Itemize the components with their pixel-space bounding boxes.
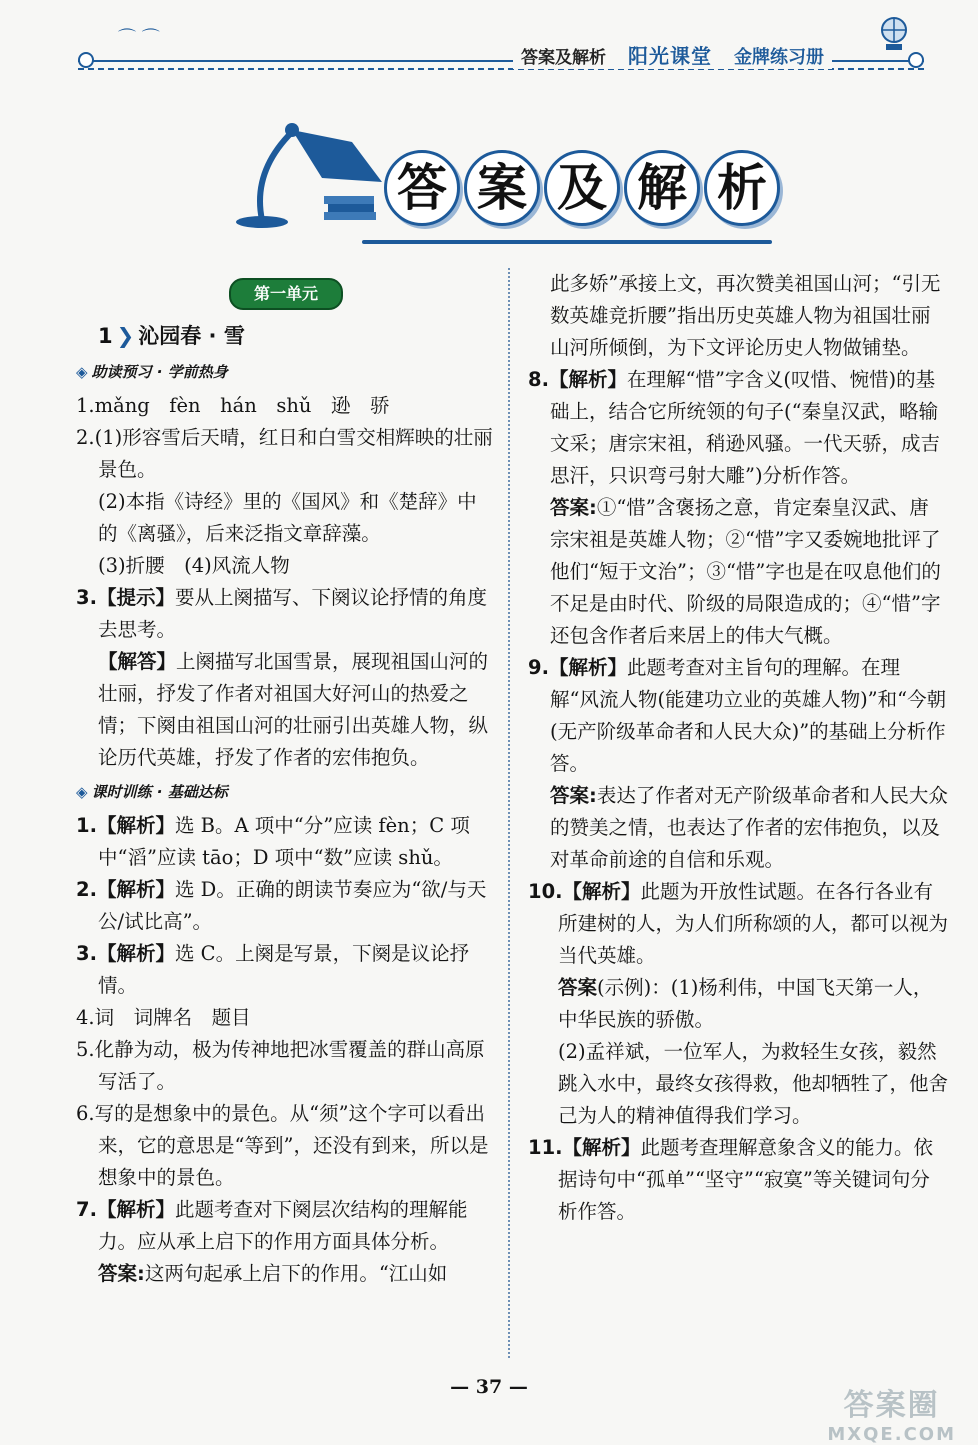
- answer-item: [76, 874, 496, 938]
- lesson-number: 1: [98, 324, 113, 348]
- unit-tag: 第一单元: [229, 278, 343, 310]
- item-text: ①“惜”含褒扬之意，肯定秦皇汉武、唐宗宋祖是英雄人物；②“惜”字又委婉地批评了他们“短于文治”；③“惜”字也是在叹息他们的不足是由时代、阶级的局限造成的；④“惜”字还包含作者后来居上的伟大气概。: [550, 496, 941, 647]
- watermark-text: 答案圈: [843, 1388, 940, 1423]
- answer-item: [528, 364, 948, 492]
- section-heading-preview: [76, 356, 496, 388]
- answer-item: [528, 876, 948, 972]
- lesson-title: 沁园春 · 雪: [138, 324, 245, 348]
- header-dot-left: [78, 52, 94, 68]
- section-heading-practice: [76, 776, 496, 808]
- section-bullet-icon: ◈: [76, 363, 88, 381]
- answer-subitem: [528, 780, 948, 876]
- chevron-right-icon: ❯: [116, 324, 135, 348]
- answer-subitem: [528, 492, 948, 652]
- page-header: [78, 28, 924, 74]
- page-number: — 37 —: [450, 1376, 528, 1398]
- item-text: 此题考查对下阕层次结构的理解能力。应从承上启下的作用方面具体分析。: [98, 1198, 468, 1253]
- desk-lamp-icon: [232, 112, 402, 230]
- answer-item: [528, 1132, 948, 1228]
- item-text: 选 B。A 项中“分”应读 fèn；C 项中“滔”应读 tāo；D 项中“数”应读 shǔ。: [98, 814, 470, 869]
- banner-char: 析: [704, 150, 780, 226]
- answer-subitem: (3)折腰 (4)风流人物: [98, 554, 290, 577]
- item-tag: 7.【解析】: [76, 1198, 175, 1221]
- banner-title: [384, 150, 780, 226]
- item-tag: 答案:: [550, 496, 597, 519]
- header-book: 金牌练习册: [734, 47, 824, 68]
- lesson-heading: [98, 320, 496, 352]
- section-title: 助读预习 · 学前热身: [91, 363, 228, 381]
- item-text: 选 D。正确的朗读节奏应为“欲/与天公/试比高”。: [98, 878, 487, 933]
- item-tag: 答案:: [550, 784, 597, 807]
- answer-subitem: (2)本指《诗经》里的《国风》和《楚辞》中的《离骚》，后来泛指文章辞藻。: [98, 490, 477, 545]
- answer-subitem: [528, 972, 948, 1036]
- banner-char: 案: [464, 150, 540, 226]
- item-tag: 2.【解析】: [76, 878, 175, 901]
- item-text: 此题为开放性试题。在各行各业有所建树的人，为人们所称颂的人，都可以视为当代英雄。: [558, 880, 949, 967]
- answer-item: 4.词 词牌名 题目: [76, 1006, 251, 1029]
- item-tag: 答案: [558, 976, 598, 999]
- title-banner: [232, 112, 772, 242]
- item-tag: 【解答】: [98, 650, 177, 673]
- item-tag: 8.【解析】: [528, 368, 627, 391]
- item-tag: 11.【解析】: [528, 1136, 641, 1159]
- header-texts: [513, 40, 832, 69]
- banner-underline: [362, 240, 772, 244]
- item-text: 选 C。上阕是写景，下阕是议论抒情。: [98, 942, 470, 997]
- right-column: [508, 268, 948, 1358]
- watermark-logo: [827, 1380, 956, 1445]
- answer-item: [76, 938, 496, 1002]
- header-dot-right: [908, 52, 924, 68]
- birds-icon: ⌒ ⌒: [118, 28, 160, 49]
- item-tag: 3.【解析】: [76, 942, 175, 965]
- answer-subitem: [76, 646, 496, 774]
- item-tag: 9.【解析】: [528, 656, 627, 679]
- item-text: 在理解“惜”字含义(叹惜、惋惜)的基础上，结合它所统领的句子(“秦皇汉武，略输文采；唐宗宋祖，稍逊风骚。一代天骄，成吉思汗，只识弯弓射大雕”)分析作答。: [550, 368, 941, 487]
- answer-item: [76, 582, 496, 646]
- watermark-url: MXQE.COM: [827, 1424, 956, 1445]
- banner-char: 及: [544, 150, 620, 226]
- answer-item: [528, 652, 948, 780]
- section-bullet-icon: ◈: [76, 783, 88, 801]
- item-text: 此题考查对主旨句的理解。在理解“风流人物(能建功立业的英雄人物)”和“今朝(无产阶级革命者和人民大众)”的基础上分析作答。: [550, 656, 947, 775]
- answer-item: 5.化静为动，极为传神地把冰雪覆盖的群山高原写活了。: [76, 1038, 485, 1093]
- globe-icon: [874, 14, 914, 54]
- header-answer-label: 答案及解析: [521, 48, 606, 68]
- left-column: [76, 278, 496, 1290]
- item-text: 此题考查理解意象含义的能力。依据诗句中“孤单”“坚守”“寂寞”等关键词句分析作答。: [558, 1136, 934, 1223]
- answer-subitem: (2)孟祥斌，一位军人，为救轻生女孩，毅然跳入水中，最终女孩得救，他却牺牲了，他舍己为人的精神值得我们学习。: [558, 1040, 949, 1127]
- item-text: 要从上阕描写、下阕议论抒情的角度去思考。: [98, 586, 487, 641]
- answer-item: 1.mǎng fèn hán shǔ 逊 骄: [76, 394, 390, 417]
- answer-subitem: [76, 1258, 496, 1290]
- answer-item: 6.写的是想象中的景色。从“须”这个字可以看出来，它的意思是“等到”，还没有到来，所以是想象中的景色。: [76, 1102, 489, 1189]
- answer-item: [76, 1194, 496, 1258]
- item-tag: 3.【提示】: [76, 586, 175, 609]
- answer-item: [76, 810, 496, 874]
- banner-char: 解: [624, 150, 700, 226]
- item-text: 表达了作者对无产阶级革命者和人民大众的赞美之情，也表达了作者的宏伟抱负，以及对革命前途的自信和乐观。: [550, 784, 948, 871]
- item-text: 上阕描写北国雪景，展现祖国山河的壮丽，抒发了作者对祖国大好河山的热爱之情；下阕由祖国山河的壮丽引出英雄人物，纵论历代英雄，抒发了作者的宏伟抱负。: [98, 650, 489, 769]
- header-brand: 阳光课堂: [628, 44, 712, 68]
- banner-char: 答: [384, 150, 460, 226]
- answer-item: 2.(1)形容雪后天晴，红日和白雪交相辉映的壮丽景色。: [76, 426, 493, 481]
- item-text: 这两句起承上启下的作用。“江山如: [144, 1262, 448, 1285]
- item-tag: 答案:: [98, 1262, 145, 1285]
- item-tag: 1.【解析】: [76, 814, 175, 837]
- answer-subitem: 此多娇”承接上文，再次赞美祖国山河；“引无数英雄竞折腰”指出历史英雄人物为祖国壮丽山河所倾倒，为下文评论历史人物做铺垫。: [550, 272, 941, 359]
- item-text: (示例)：(1)杨利伟，中国飞天第一人，中华民族的骄傲。: [558, 976, 933, 1031]
- item-tag: 10.【解析】: [528, 880, 641, 903]
- section-title: 课时训练 · 基础达标: [91, 783, 228, 801]
